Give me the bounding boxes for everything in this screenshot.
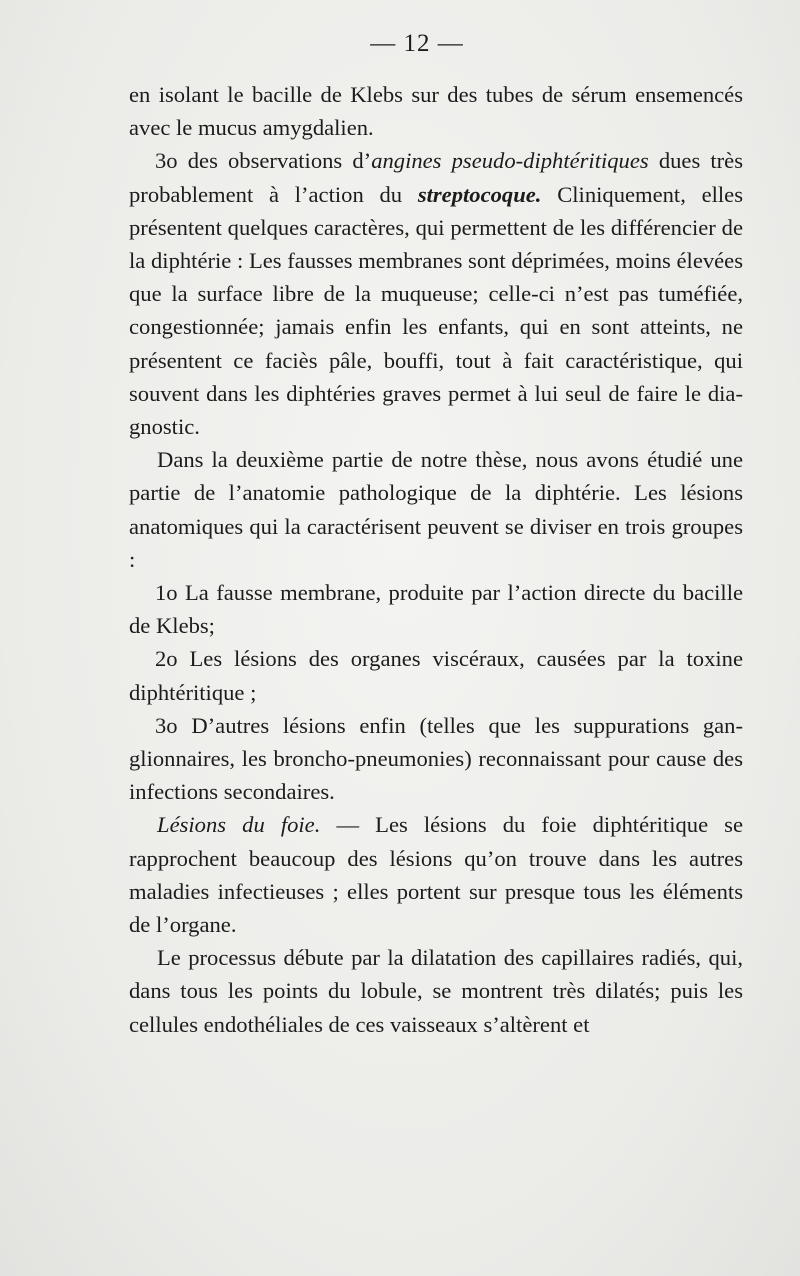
- paragraph-3: Dans la deuxième partie de notre thèse, nous avons étudié une partie de l’anatomie pathologique de la diphtérie. Les lésions anatomiques qui la caractérisent peuvent se diviser en trois groupes :: [129, 447, 743, 572]
- paragraph-8: Le processus débute par la dilatation des capillaires radiés, qui, dans tous les points du lobule, se montrent très dilatés; puis les cellules endothéliales de ces vaisseaux s’altèrent et: [129, 945, 743, 1037]
- paragraph-4: 1o La fausse membrane, produite par l’action directe du bacille de Klebs;: [129, 580, 743, 639]
- paragraph-2-mid: dues très probablement à l’action du: [129, 148, 744, 207]
- section-heading-lesions-foie: Lésions du foie.: [157, 812, 321, 838]
- paragraph-5: 2o Les lésions des organes viscéraux, causées par la toxine diphtéritique ;: [129, 646, 743, 705]
- body-text: [129, 78, 743, 1041]
- paragraph-2: [129, 144, 743, 443]
- italic-term-angines: angines pseudo-diphtéritiques: [371, 148, 649, 174]
- paragraph-2-intro: 3o des observations d’: [155, 148, 372, 174]
- paragraph-1: en isolant le bacille de Klebs sur des tubes de sérum ensemencés avec le mucus amygdalien.: [129, 82, 743, 141]
- paragraph-7: [129, 808, 743, 941]
- paragraph-6: 3o D’autres lésions enfin (telles que les suppurations gan- glionnaires, les broncho-pneumonies) reconnaissant pour cause des infections secondaires.: [129, 712, 743, 805]
- paragraph-2-rest: Cliniquement, elles présentent quelques caractères, qui permettent de les différencier de la diphtérie : Les fausses membranes sont déprimées, moins élevées que la surface libre de la muqueuse; celle-ci n’est pas tuméfiée, congestionnée; jamais enfin les enfants, qui en sont atteints, ne présentent ce faciès pâle, bouffi, tout à fait caractéristique, qui souvent dans les diphtéries graves permet à lui seul de faire le dia- gnostic.: [129, 181, 743, 440]
- page-number: — 12 —: [370, 30, 464, 57]
- paragraph-7-text: — Les lésions du foie diphtéritique se rapprochent beaucoup des lésions qu’on trouve dans les autres maladies infectieuses ; elles portent sur presque tous les éléments de l’organe.: [129, 812, 744, 938]
- italic-term-streptocoque: streptocoque.: [417, 181, 542, 207]
